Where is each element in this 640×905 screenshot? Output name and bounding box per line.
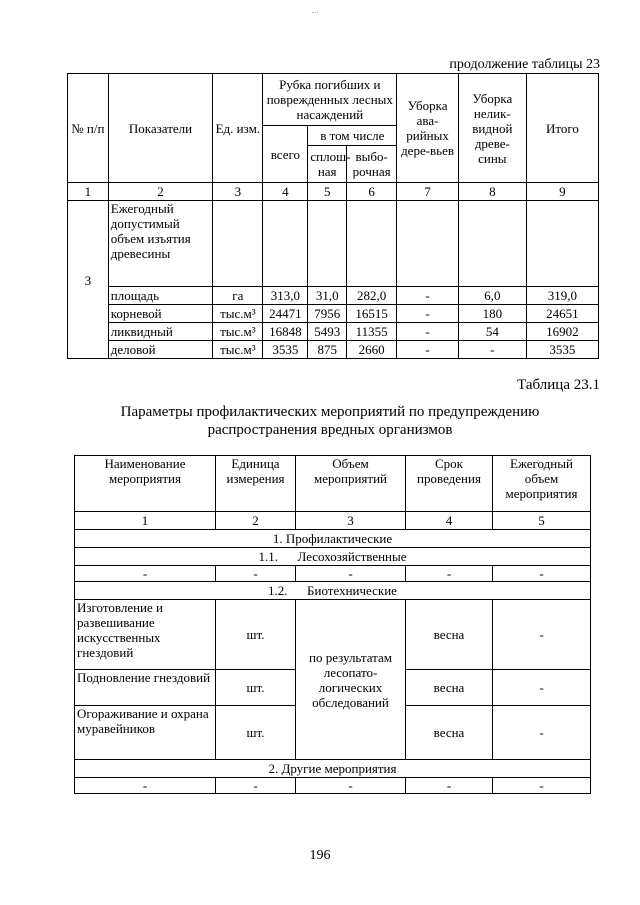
col-number: 1 [75, 512, 216, 530]
col-number: 3 [213, 183, 263, 201]
cell-value: 3535 [263, 341, 308, 359]
row-term: весна [406, 600, 493, 670]
table-row [75, 778, 591, 794]
cell-value: - [493, 566, 591, 582]
cell-value: 3535 [526, 341, 598, 359]
table2-title-line1: Параметры профилактических мероприятий по предупреждению [120, 404, 540, 420]
col-indicators-header: Показатели [108, 74, 213, 183]
col-volume-header: Объем мероприятий [296, 456, 406, 512]
cell-value: 875 [308, 341, 347, 359]
cell-value: 31,0 [308, 287, 347, 305]
row-term: весна [406, 706, 493, 760]
row-annual: - [493, 600, 591, 670]
cell-value: 282,0 [347, 287, 397, 305]
col-number: 4 [263, 183, 308, 201]
cell-value: - [458, 341, 526, 359]
table2-title-line2: распространения вредных организмов [207, 422, 453, 438]
cell-value: - [216, 778, 296, 794]
cell-value: 313,0 [263, 287, 308, 305]
col-term-header: Срок проведения [406, 456, 493, 512]
col-continuous-header: сплош-ная [308, 146, 347, 183]
row-title: Ежегодный допустимый объем изъятия древесины [108, 201, 213, 287]
table-row [68, 341, 599, 359]
col-unit-header: Единица измерения [216, 456, 296, 512]
continuation-label: продолжение таблицы 23 [449, 57, 600, 72]
row-unit: шт. [216, 706, 296, 760]
cell-value: - [406, 566, 493, 582]
col-total-header: Итого [526, 74, 598, 183]
volume-merged-cell: по результатам лесопато-логических обследований [296, 600, 406, 760]
cell-value: 5493 [308, 323, 347, 341]
row-name: площадь [108, 287, 213, 305]
cell-value: 16848 [263, 323, 308, 341]
cell-value: 16902 [526, 323, 598, 341]
col-annual-header: Ежегодный объем мероприятия [493, 456, 591, 512]
col-number: 5 [308, 183, 347, 201]
row-unit: тыс.м³ [213, 341, 263, 359]
row-number: 3 [68, 201, 109, 359]
col-all-header: всего [263, 126, 308, 183]
section-1-1: 1.1. Лесохозяйственные [75, 548, 591, 566]
cell-value: 2660 [347, 341, 397, 359]
cell-value: - [493, 778, 591, 794]
row-name: Огораживание и охрана муравейников [75, 706, 216, 760]
cell-value: 6,0 [458, 287, 526, 305]
section-1: 1. Профилактические [75, 530, 591, 548]
col-number: 1 [68, 183, 109, 201]
cell-value: - [397, 305, 459, 323]
row-name: деловой [108, 341, 213, 359]
row-unit: га [213, 287, 263, 305]
cell-value: - [216, 566, 296, 582]
col-selective-header: выбо-рочная [347, 146, 397, 183]
col-emergency-header: Уборка ава-рийных дере-вьев [397, 74, 459, 183]
col-number: 3 [296, 512, 406, 530]
col-number: 8 [458, 183, 526, 201]
col-name-header: Наименование мероприятия [75, 456, 216, 512]
cell-value: - [397, 287, 459, 305]
col-num-header: № п/п [68, 74, 109, 183]
scan-dots [312, 12, 318, 15]
row-annual: - [493, 670, 591, 706]
row-term: весна [406, 670, 493, 706]
cell-value: - [296, 778, 406, 794]
felling-group-header: Рубка погибших и поврежденных лесных насаждений [263, 74, 397, 126]
cell-value: 7956 [308, 305, 347, 323]
cell-value: - [75, 778, 216, 794]
cell-value: 180 [458, 305, 526, 323]
cell-value: 319,0 [526, 287, 598, 305]
cell-value: - [296, 566, 406, 582]
col-illiquid-header: Уборка нелик-видной древе-сины [458, 74, 526, 183]
row-name: Подновление гнездовий [75, 670, 216, 706]
table-row [75, 566, 591, 582]
cell-value: 24651 [526, 305, 598, 323]
row-unit: тыс.м³ [213, 305, 263, 323]
cell-value: 24471 [263, 305, 308, 323]
col-number: 5 [493, 512, 591, 530]
cell-value: - [397, 341, 459, 359]
col-unit-header: Ед. изм. [213, 74, 263, 183]
cell-value: - [75, 566, 216, 582]
col-number: 7 [397, 183, 459, 201]
row-unit: шт. [216, 670, 296, 706]
cell-value: - [397, 323, 459, 341]
section-1-2: 1.2. Биотехнические [75, 582, 591, 600]
col-number: 4 [406, 512, 493, 530]
table2-label: Таблица 23.1 [517, 377, 600, 393]
row-unit: тыс.м³ [213, 323, 263, 341]
table-row [68, 287, 599, 305]
col-number: 2 [108, 183, 213, 201]
col-number: 9 [526, 183, 598, 201]
table-row [68, 323, 599, 341]
table-23-1 [74, 455, 591, 794]
row-annual: - [493, 706, 591, 760]
column-numbers-row [68, 183, 599, 201]
column-numbers-row [75, 512, 591, 530]
row-name: ликвидный [108, 323, 213, 341]
cell-value: - [406, 778, 493, 794]
including-header: в том числе [308, 126, 397, 146]
row-name: Изготовление и развешивание искусственных гнездовий [75, 600, 216, 670]
section-2: 2. Другие мероприятия [75, 760, 591, 778]
table-row [75, 600, 591, 670]
col-number: 6 [347, 183, 397, 201]
table-row [68, 305, 599, 323]
col-number: 2 [216, 512, 296, 530]
page-number: 196 [309, 848, 331, 863]
row-name: корневой [108, 305, 213, 323]
table-continuation-23 [67, 73, 599, 359]
cell-value: 16515 [347, 305, 397, 323]
cell-value: 11355 [347, 323, 397, 341]
row-unit: шт. [216, 600, 296, 670]
cell-value: 54 [458, 323, 526, 341]
